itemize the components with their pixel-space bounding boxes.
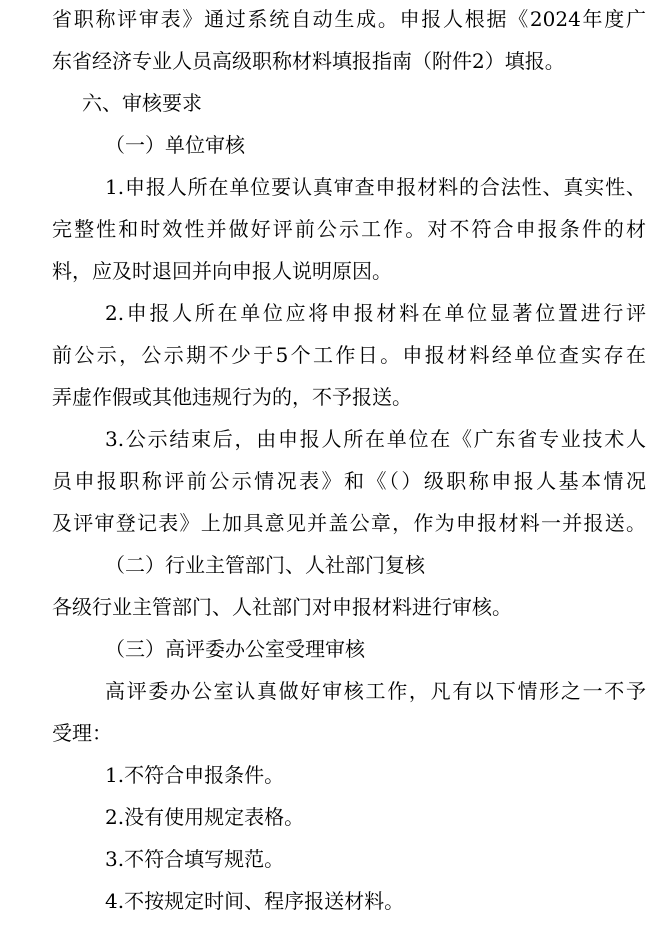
paragraph-line: 2.申报人所在单位应将申报材料在单位显著位置进行评 [105,301,646,325]
paragraph-line: 前公示，公示期不少于5个工作日。申报材料经单位查实存在 [52,343,646,367]
paragraph-line: 完整性和时效性并做好评前公示工作。对不符合申报条件的材 [52,217,646,241]
paragraph-line: 省职称评审表》通过系统自动生成。申报人根据《2024年度广 [52,7,646,31]
paragraph-line: 弄虚作假或其他违规行为的，不予报送。 [52,385,412,409]
document-body [52,2,646,926]
subsection-heading: （三）高评委办公室受理审核 [105,637,365,661]
paragraph-line: 受理： [52,721,112,745]
paragraph-line: 1.申报人所在单位要认真审查申报材料的合法性、真实性、 [105,175,646,199]
list-item: 4.不按规定时间、程序报送材料。 [105,889,405,913]
paragraph-line: 员申报职称评前公示情况表》和《（）级职称申报人基本情况 [52,469,646,493]
list-item: 1.不符合申报条件。 [105,763,285,787]
paragraph-line: 各级行业主管部门、人社部门对申报材料进行审核。 [52,595,512,619]
paragraph-line: 东省经济专业人员高级职称材料填报指南（附件2）填报。 [52,49,565,73]
paragraph-line: 高评委办公室认真做好审核工作，凡有以下情形之一不予 [105,679,646,703]
paragraph-line: 料，应及时退回并向申报人说明原因。 [52,259,392,283]
section-heading: 六、审核要求 [82,91,202,115]
paragraph-line: 3.公示结束后，由申报人所在单位在《广东省专业技术人 [105,427,646,451]
paragraph-line: 及评审登记表》上加具意见并盖公章，作为申报材料一并报送。 [52,511,646,535]
list-item: 3.不符合填写规范。 [105,847,285,871]
subsection-heading: （二）行业主管部门、人社部门复核 [105,553,425,577]
list-item: 2.没有使用规定表格。 [105,805,305,829]
subsection-heading: （一）单位审核 [105,133,245,157]
